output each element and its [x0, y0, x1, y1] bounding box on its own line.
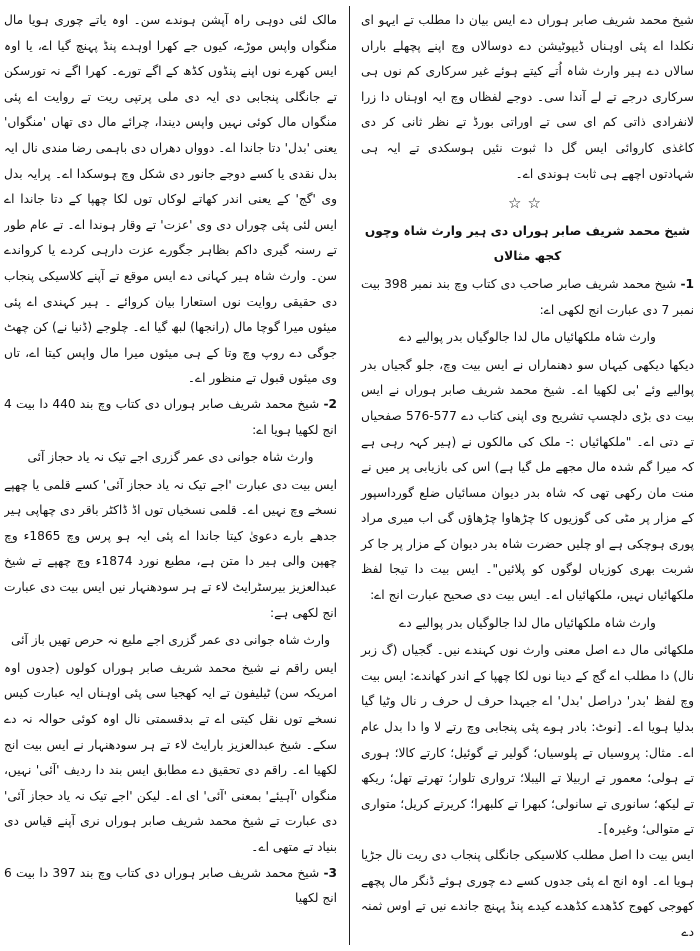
left-column: [4, 8, 341, 943]
item-2: [4, 392, 337, 443]
intro-paragraph: شیخ محمد شریف صابر ہوراں دے ایس بیان دا مطلب تے ایہو ای نکلدا اے پئی اوہناں ڈیپوٹیشن دے دوسالاں وچ اپنے پچھلے باراں سالاں دے ہیر وارث شاہ اُتے کیتے ہوئے غیر سرکاری کم نوں ہی سرکاری درجے تے لے آندا سی۔ دوجے لفظاں وچ ایہ اوہناں دا زرا لانفرادی ذاتی کم ای سی تے اوراتی بورڈ تے نظر ثانی کر دی کاغذی کاروائی ایس گل دا ثبوت نئیں ہوسکدی تے ایہ ہی شہادتوں اچھے ہی ثابت ہوندی اے۔: [361, 13, 694, 181]
item-3-number: 3-: [323, 865, 337, 880]
section-heading: شیخ محمد شریف صابر ہوراں دی ہیر وارث شاہ وچوں کجھ مثالاں: [364, 223, 691, 264]
item-2-text: شیخ محمد شریف صابر ہوراں دی کتاب وچ بند 440 دا بیت 4 انج لکھیا ہویا اے:: [4, 396, 337, 437]
left-body-paragraph-3: ایس راقم نے شیخ محمد شریف صابر ہوراں کولوں (جدوں اوہ امریکہ سن) ٹیلیفون تے ایہ کھجیا سی پئی اوہناں ایہ عبارت کیس نسخے توں نقل کیتی اے تے بدقسمتی نال اوہ کوئی حوالہ نہ دے سکے۔ شیخ عبدالعزیز بارایٹ لاء تے ہر سودھنہار نے ایس بیت انج لکھیا اے۔ راقم دی تحقیق دے مطابق ایس بند دا ردیف 'آئی' نہیں، منگواں 'آہیئے' بمعنی 'آئی' ای اے۔ لیکن 'اجے تیک نہ یاد حجاز آئی' دی عبارت تے شیخ محمد شریف صابر ہوراں نری آپنے قیاس دی بنیاد تے متھی اے۔: [4, 660, 337, 854]
verse-3: وارث شاہ جوانی دی عمر گزری اجے تیک نہ یاد حجاز آئی: [27, 450, 314, 465]
body-paragraph-3: ایس بیت دا اصل مطلب کلاسیکی جانگلی پنجاب دی ریت نال جڑیا ہویا اے۔ اوہ انج اے پئی جدوں کسے دے چوری ہوئے ڈنگر مال پچھے کھوجی کھوج کڈھدے کڈھدے کیدے پنڈ پہنچ جاندے نیں تے اوس ثمنہ دے: [361, 848, 694, 939]
left-body-paragraph-1: مالک لئی دوہی راہ آپشن ہوندے سن۔ اوہ یاتے چوری ہویا مال منگواں واپس موڑے، کیوں جے کھرا اوہدے پنڈ پہنچ گیا اے، یا اوہ ایس کھرے نوں اپنے پنڈوں کڈھ کے اگے تورے۔ کھرا اگے نہ تورسکن تے جانگلی پنجابی دی ایہ دی ملی پرتپی ریت تے روایت اے پئی منگواں مال کوئی نہیں واپس دیندا، چرائے مال دی تھاں 'منگواں' یعنی 'بدل' دتا جاندا اے۔ دوواں دھراں دی باہمی رضا مندی نال ایہ بدل نقدی یا کسے دوجے جانور دی شکل وچ ہوسکدا اے۔ پرایہ بدل وی 'گج' کے یعنی اندر کھاتے لوکاں توں لکا چھپا کے دتا جاندا اے ایس لئی پئی چوراں دی وی 'عزت' تے وقار ہوندا اے۔ تے عام طور تے رسنہ گیری داکم بظاہر جگورے عزت دارہی کردے یا کرواندے سن۔ وارث شاہ ہیر کہانی دے ایس موقع تے آپنے کلاسیکی پنجاب دی حقیقی روایت نوں استعارا بیان کروائے ۔ ہیر کہندی اے پئی میئوں میرا گوچا مال (رانجھا) لبھ گیا اے۔ چلوجے (ڈنیا نے) کن چھٹ جوگی دے روپ وچ وتا کے ہی میئوں میرا مال واپس کیتا اے، تاں وی میئوں قبول تے منظور اے۔: [4, 13, 337, 386]
item-3-text: شیخ محمد شریف صابر ہوراں دی کتاب وچ بند 397 دا بیت 6 انج لکھیا: [4, 865, 337, 906]
item-1-number: 1-: [680, 276, 694, 291]
verse-1: وارث شاہ ملکھائیاں مال لدا جالوگیاں بدر پوالیے دے: [399, 330, 656, 345]
left-body-paragraph-2: ایس بیت دی عبارت 'اجے تیک نہ یاد حجاز آئی' کسے قلمی یا چھپے نسخے وچ نہیں اے۔ قلمی نسخیاں توں اڈ ڈاکٹر باقر دی چھاپی ہیر جدھے بارے دعویٰ کیتا جاندا اے پئی ایہ ہو پرس وچ 1865ء وچ چھپن والی ہیر دا متن ہے، مطبع نورد 1874ء وچ چھپے تے شیخ عبدالعزیز بیرسٹرایٹ لاء تے ہر سودھنہار نیں ایس بیت دی عبارت انج لکھی ہے:: [4, 477, 338, 620]
item-1-text: شیخ محمد شریف صابر صاحب دی کتاب وچ بند نمبر 398 بیت نمبر 7 دی عبارت انج لکھی اے:: [361, 276, 694, 317]
column-divider: [349, 6, 350, 945]
body-paragraph-2: ملکھائی مال دے اصل معنی وارث نوں کہندے نیں۔ گجیاں (گ زبر نال) دا مطلب اے گج کے دینا نوں لکا چھپا کے اندر کھاندے: ایس بیت وچ لفظ 'بدر' دراصل 'بدل' اے جیہدا حرف ل حرف ر نال وٹیا گیا بدلیا ہویا اے۔ [نوٹ: بادر ہوے پئی پنجابی وچ رتے لا وا دا بدل عام اے۔ مثال: پروسیاں تے پلوسیاں؛ گولیر تے گوئیل؛ کارتے کالا؛ ہوری تے ہولی؛ معمور تے اربیلا تے الیبلا؛ ترواری تلوار؛ تھرتے تھل؛ ریکھ تے لیکھ؛ سانوری تے سانولی؛ کبھرا تے کلبھرا؛ کریرتے کریل؛ متواری تے متوالی؛ وغیرہ]۔: [361, 643, 694, 837]
right-column: [357, 8, 694, 943]
body-paragraph-1: دیکھا دیکھی کیہاں سو دھنماراں نے ایس بیت وچ، جلو گجیاں بدر پوالیے وئے 'بی لکھیا اے۔ شیخ محمد شریف صابر ہوراں نے ایس بیت دی بڑی دلچسپ تشریح وی اپنی کتاب دے 577-576 صفحیاں تے دتی اے۔ "ملکھائیاں :- ملک کی مالکوں نے (ہیر کہہ رہی ہے کہ میرا گم شدہ مال مجھے مل گیا ہے) اس کی بازیابی پر میں نے منت مان رکھی تھی کہ شاہ بدر دیوان مسائیاں ضلع گورداسپور کے مزار پر مٹی کی گوزیوں کا چڑھاوا چڑھاؤں گی اب میری مراد پوری ہوچکی ہے او چلیں حضرت شاہ بدر دیوان کے مزار پر جا کر شربت بھری کوزیاں لوگوں کو پلائیں"۔ ایس بیت دا تیجا لفظ ملکھائیاں نہیں، ملکھائیاں اے۔ ایس بیت دی صحیح عبارت انج اے:: [361, 357, 694, 603]
item-3: [4, 861, 337, 912]
item-2-number: 2-: [323, 396, 337, 411]
verse-4: وارث شاہ جوانی دی عمر گزری اجے ملیع نہ حرص تھیں باز آئی: [10, 633, 331, 648]
star-ornament: ☆☆: [508, 194, 547, 213]
item-1: [361, 272, 694, 323]
verse-2: وارث شاہ ملکھائیاں مال لدا جالوگیاں بدر پوالیے دے: [399, 615, 656, 630]
